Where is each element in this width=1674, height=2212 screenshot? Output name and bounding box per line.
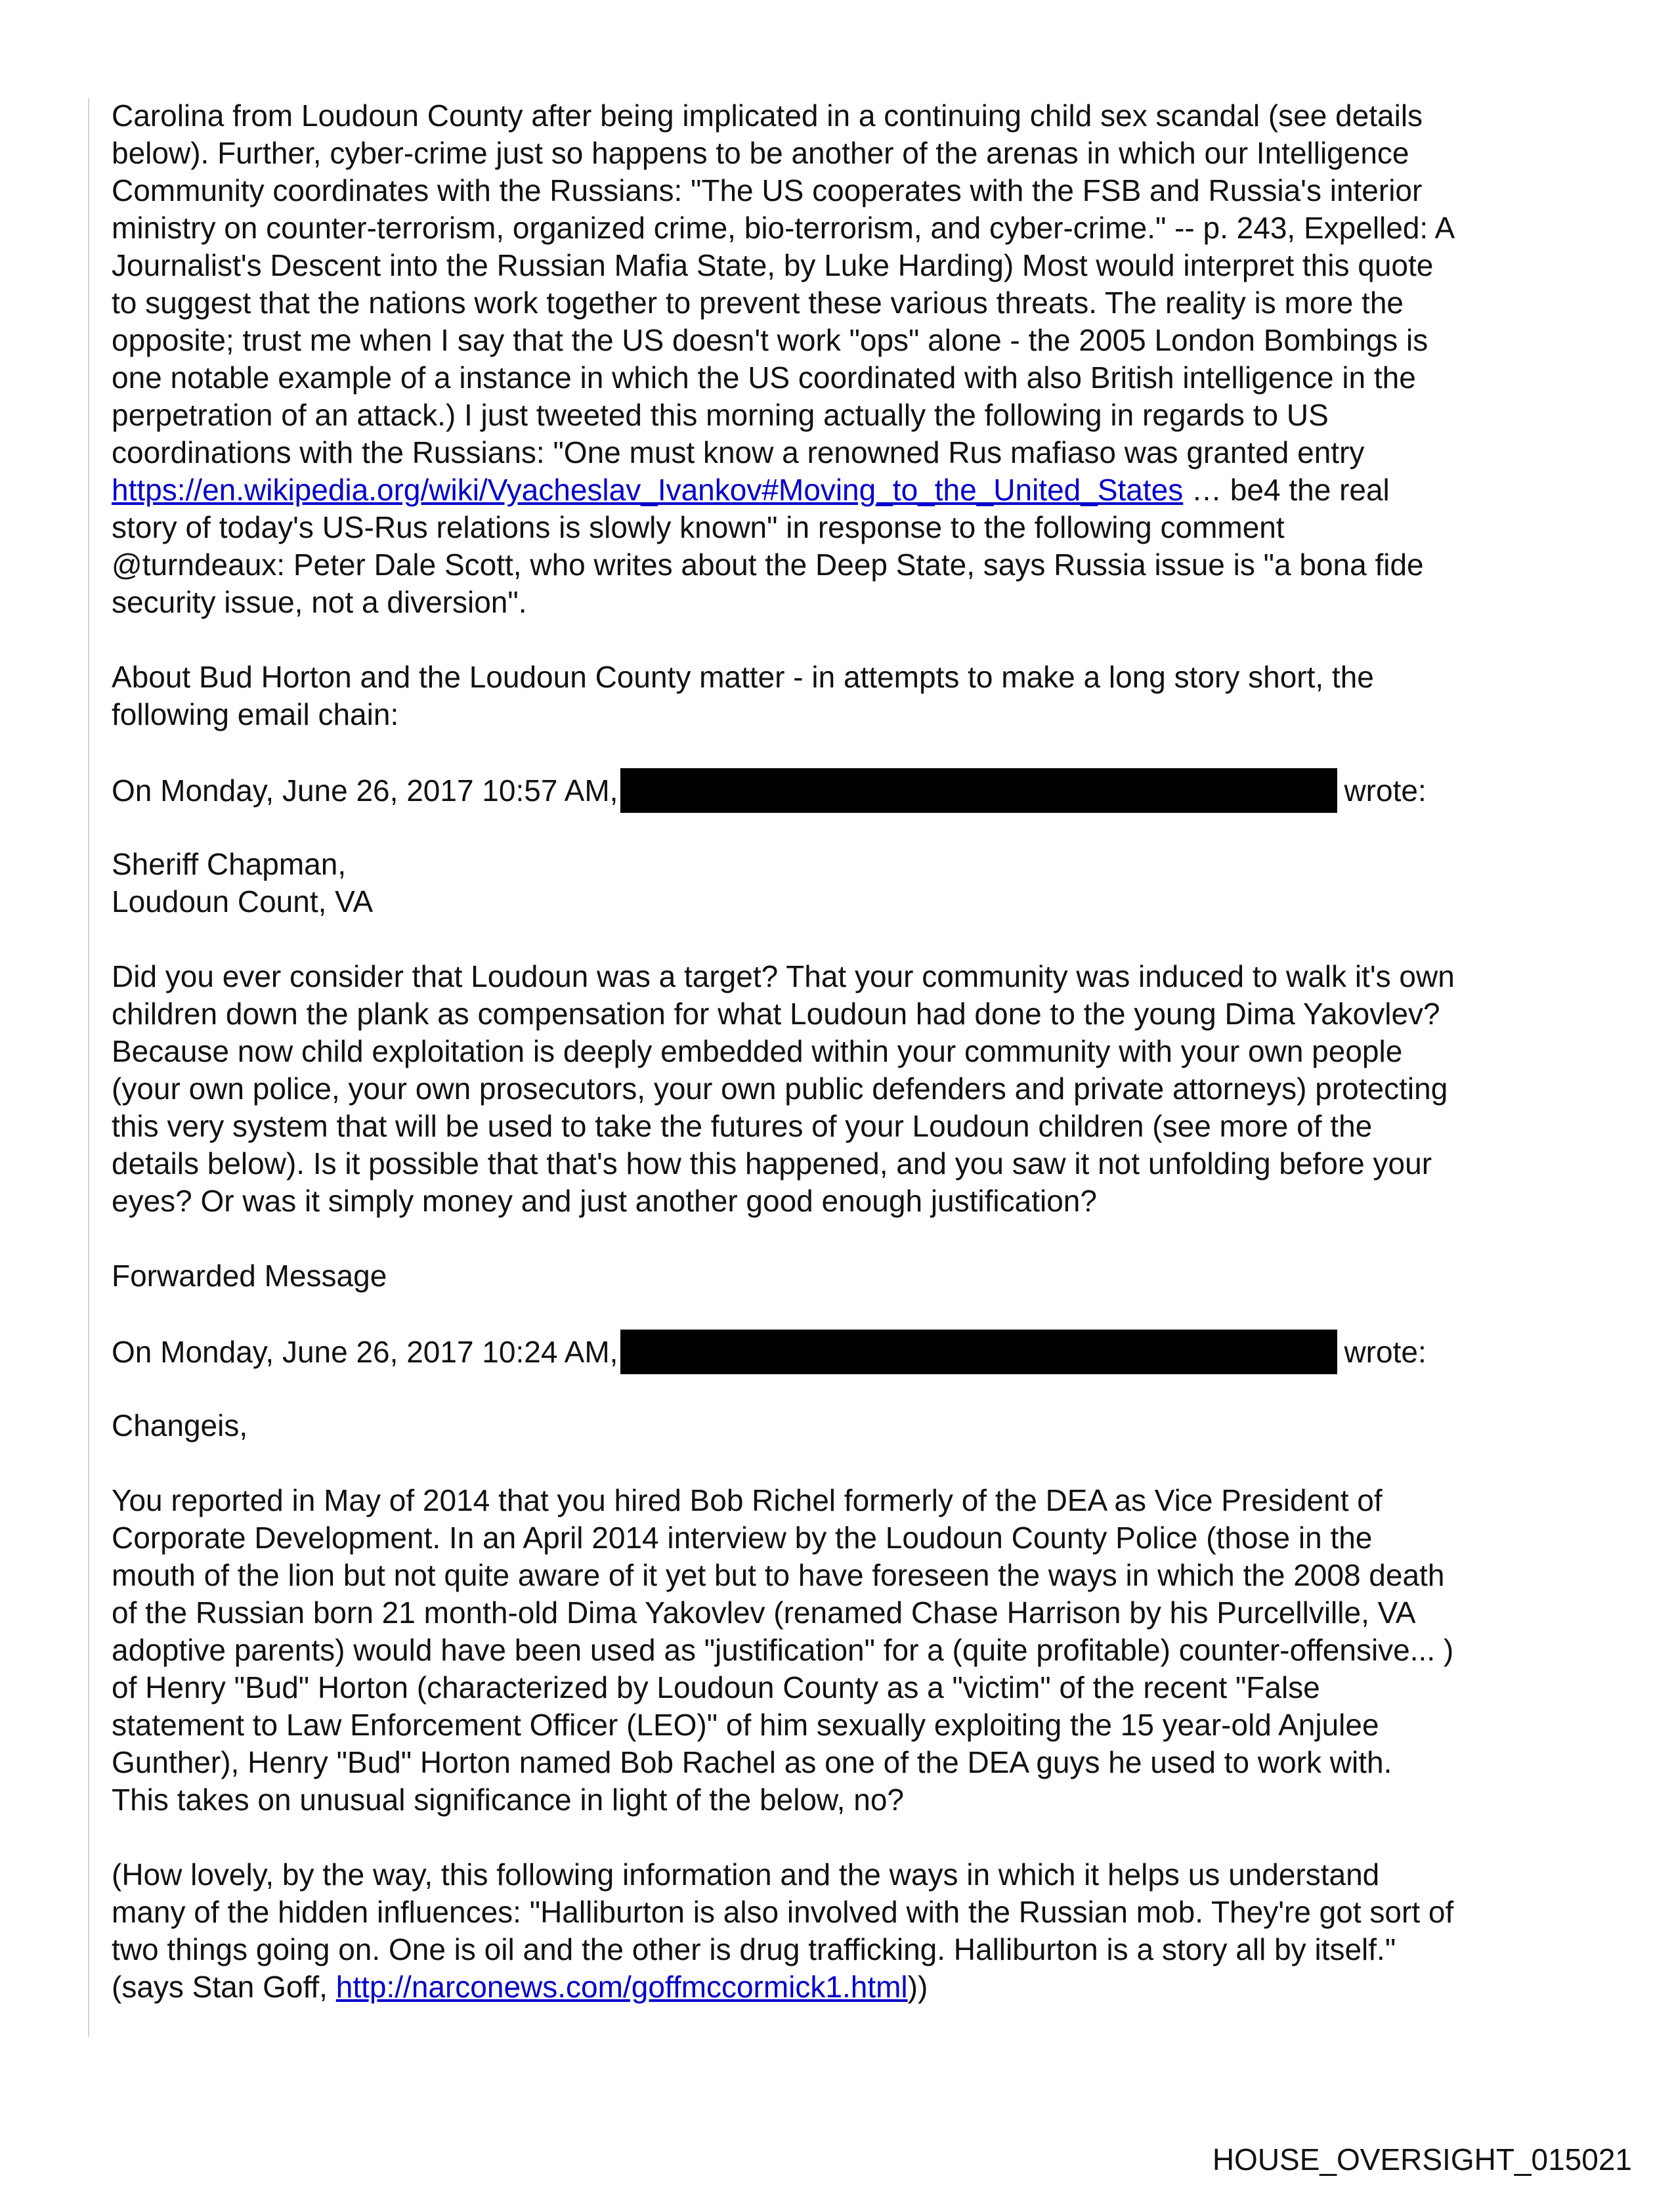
text-line: this very system that will be used to take the futures of your Loudoun children (see more of the	[112, 1109, 1373, 1143]
text-line: Forwarded Message	[112, 1259, 387, 1293]
text-line: of the Russian born 21 month-old Dima Yakovlev (renamed Chase Harrison by his Purcellville, VA	[112, 1595, 1416, 1630]
text-line: Changeis,	[112, 1408, 248, 1442]
text-line: adoptive parents) would have been used as "justification" for a (quite profitable) counter-offensive... )	[112, 1633, 1454, 1667]
paragraph-gap	[112, 1444, 1455, 1482]
text-line: many of the hidden influences: "Halliburton is also involved with the Russian mob. They're got sort of	[112, 1895, 1454, 1929]
line-text: wrote:	[1344, 1335, 1427, 1370]
text-line: two things going on. One is oil and the other is drug trafficking. Halliburton is a story all by itself."	[112, 1932, 1396, 1966]
paragraph	[112, 659, 1455, 733]
paragraph	[112, 846, 1455, 921]
text-line	[112, 771, 1455, 808]
paragraph	[112, 771, 1455, 808]
text-line: This takes on unusual significance in light of the below, no?	[112, 1783, 904, 1817]
text-line: Loudoun Count, VA	[112, 884, 374, 919]
paragraph-gap	[112, 1220, 1455, 1257]
text-line: coordinations with the Russians: "One must know a renowned Rus mafiaso was granted entry	[112, 435, 1365, 469]
text-line: (How lovely, by the way, this following information and the ways in which it helps us understand	[112, 1857, 1380, 1892]
paragraph-gap	[112, 921, 1455, 958]
text-line: opposite; trust me when I say that the US doesn't work "ops" alone - the 2005 London Bombings is	[112, 323, 1428, 357]
paragraph	[112, 1407, 1455, 1444]
text-line: perpetration of an attack.) I just tweeted this morning actually the following in regards to US	[112, 398, 1329, 432]
paragraph	[112, 1482, 1455, 1819]
text-line: eyes? Or was it simply money and just another good enough justification?	[112, 1184, 1097, 1218]
hyperlink[interactable]: http://narconews.com/goffmccormick1.html	[335, 1970, 908, 2004]
line-text: wrote:	[1344, 773, 1427, 808]
text-line: (your own police, your own prosecutors, your own public defenders and private attorneys) protecting	[112, 1072, 1448, 1106]
text-line	[112, 1332, 1455, 1370]
paragraph	[112, 1856, 1455, 2006]
text-line: Community coordinates with the Russians: "The US cooperates with the FSB and Russia's interior	[112, 173, 1423, 207]
paragraph	[112, 97, 1455, 621]
text-line: About Bud Horton and the Loudoun County matter - in attempts to make a long story short, the	[112, 660, 1374, 694]
text-line	[112, 1968, 1455, 2006]
line-text: On Monday, June 26, 2017 10:24 AM,	[112, 1335, 618, 1370]
text-line	[112, 471, 1455, 509]
text-line: Did you ever consider that Loudoun was a target? That your community was induced to walk it's own	[112, 959, 1455, 993]
text-line: Sheriff Chapman,	[112, 847, 347, 881]
text-line: story of today's US-Rus relations is slowly known" in response to the following comment	[112, 510, 1285, 544]
text-line: children down the plank as compensation for what Loudoun had done to the young Dima Yakovlev?	[112, 997, 1440, 1031]
paragraph-gap	[112, 621, 1455, 659]
paragraph-gap	[112, 808, 1455, 846]
text-line: following email chain:	[112, 697, 399, 731]
text-line: Gunther), Henry "Bud" Horton named Bob Rachel as one of the DEA guys he used to work with.	[112, 1745, 1392, 1779]
paragraph-gap	[112, 733, 1455, 771]
paragraph	[112, 1332, 1455, 1370]
text-line: ministry on counter-terrorism, organized crime, bio-terrorism, and cyber-crime." -- p. 243, Expelled: A	[112, 211, 1455, 245]
line-text: (says Stan Goff,	[112, 1970, 336, 2004]
text-line: details below). Is it possible that that's how this happened, and you saw it not unfolding before your	[112, 1146, 1432, 1181]
text-line: security issue, not a diversion".	[112, 585, 527, 619]
line-text: ))	[907, 1970, 928, 2004]
paragraph	[112, 1257, 1455, 1295]
text-line: statement to Law Enforcement Officer (LEO)" of him sexually exploiting the 15 year-old Anjulee	[112, 1708, 1379, 1742]
text-line: of Henry "Bud" Horton (characterized by Loudoun County as a "victim" of the recent "False	[112, 1670, 1320, 1704]
left-margin-rule	[88, 98, 89, 2037]
line-text: On Monday, June 26, 2017 10:57 AM,	[112, 773, 618, 808]
text-line: one notable example of a instance in which the US coordinated with also British intelligence in the	[112, 360, 1416, 395]
paragraph-gap	[112, 1819, 1455, 1856]
text-line: mouth of the lion but not quite aware of it yet but to have foreseen the ways in which the 2008 death	[112, 1558, 1445, 1592]
hyperlink[interactable]: https://en.wikipedia.org/wiki/Vyacheslav_Ivankov#Moving_to_the_United_States	[112, 473, 1184, 507]
text-line: Because now child exploitation is deeply embedded within your community with your own people	[112, 1034, 1403, 1068]
text-line: @turndeaux: Peter Dale Scott, who writes about the Deep State, says Russia issue is "a bona fide	[112, 548, 1424, 582]
paragraph-gap	[112, 1295, 1455, 1332]
redaction-box	[620, 1330, 1337, 1374]
text-line: You reported in May of 2014 that you hired Bob Richel formerly of the DEA as Vice President of	[112, 1483, 1383, 1517]
paragraph	[112, 958, 1455, 1220]
paragraph-gap	[112, 1370, 1455, 1407]
redaction-box	[620, 768, 1337, 813]
text-line: below). Further, cyber-crime just so happens to be another of the arenas in which our Intelligence	[112, 136, 1409, 170]
text-line: Journalist's Descent into the Russian Mafia State, by Luke Harding) Most would interpret this quote	[112, 248, 1434, 282]
text-line: Corporate Development. In an April 2014 interview by the Loudoun County Police (those in the	[112, 1521, 1373, 1555]
line-text: … be4 the real	[1183, 473, 1390, 507]
text-line: to suggest that the nations work together to prevent these various threats. The reality is more the	[112, 286, 1404, 320]
bates-number: HOUSE_OVERSIGHT_015021	[1212, 2142, 1632, 2177]
document-body	[112, 97, 1455, 2006]
text-line: Carolina from Loudoun County after being implicated in a continuing child sex scandal (see details	[112, 98, 1423, 133]
